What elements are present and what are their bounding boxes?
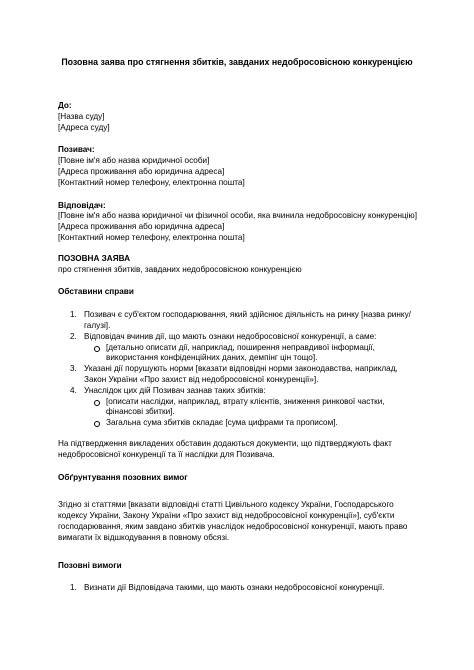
sub-list-item: [детально описати дії, наприклад, поширення неправдивої інформації, використання конфіденційних даних, демпінг цін тощо]. <box>58 343 418 365</box>
defendant-contact: [Контактний номер телефону, електронна пошта] <box>58 232 245 242</box>
sub-list-item: Загальна сума збитків складає [сума цифрами та прописом]. <box>58 418 418 429</box>
document-title: Позовна заява про стягнення збитків, завданих недобросовісною конкуренцією <box>61 57 413 67</box>
demands-heading: Позовні вимоги <box>58 560 122 570</box>
document-body <box>58 101 418 594</box>
list-item: 2. Відповідач вчинив дії, що мають ознаки недобросовісної конкуренції, а саме: <box>70 331 377 341</box>
list-item: 1. Визнати дії Відповідача такими, що мають ознаки недобросовісної конкуренції. <box>70 583 385 593</box>
bullet-circle-icon <box>94 400 100 406</box>
plaintiff-name: [Повне ім'я або назва юридичної особи] <box>58 156 210 166</box>
grounds-heading: Обґрунтування позовних вимог <box>58 472 188 482</box>
plaintiff-contact: [Контактний номер телефону, електронна пошта] <box>58 177 245 187</box>
defendant-address: [Адреса проживання або юридична адреса] <box>58 222 225 232</box>
court-name: [Назва суду] <box>58 111 105 121</box>
to-label: До: <box>58 101 72 110</box>
circumstances-heading: Обставини справи <box>58 287 134 297</box>
grounds-text: Згідно зі статтями [вказати відповідні статті Цивільного кодексу України, Господарського кодексу України, Закону України «Про захист від недобросовісної конкуренції»], суб'єкти господарювання, яким завдано збитків унаслідок недобросовісної конкуренції, мають право вимагати їх відшкодування в повному обсязі. <box>58 500 408 542</box>
list-item: 4. Унаслідок цих дій Позивач зазнав таких збитків: <box>70 385 266 395</box>
claim-heading: ПОЗОВНА ЗАЯВА <box>58 253 130 263</box>
claim-subtitle: про стягнення збитків, завданих недобросовісною конкуренцією <box>58 264 302 274</box>
list-item: 3. Указані дії порушують норми [вказати відповідні норми законодавства, наприклад, Закон України «Про захист від недобросовісної конкуренції»]. <box>70 364 398 384</box>
court-address: [Адреса суду] <box>58 122 110 132</box>
list-item: 1. Позивач є суб'єктом господарювання, який здійснює діяльність на ринку [назва ринку/галузі]. <box>70 310 411 330</box>
plaintiff-label: Позивач: <box>58 145 95 155</box>
plaintiff-address: [Адреса проживання або юридична адреса] <box>58 166 225 176</box>
defendant-name: [Повне ім'я або назва юридичної чи фізичної особи, яка вчинила недобросовісну конкуренцію] <box>58 211 417 221</box>
circumstances-closing: На підтвердження викладених обставин додаються документи, що підтверджують факт недобросовісної конкуренції та її наслідки для Позивача. <box>58 438 392 459</box>
defendant-label: Відповідач: <box>58 200 106 210</box>
bullet-circle-icon <box>94 346 100 352</box>
sub-list-item: [описати наслідки, наприклад, втрату клієнтів, зниження ринкової частки, фінансові збитки]. <box>58 397 418 419</box>
bullet-circle-icon <box>94 421 100 427</box>
